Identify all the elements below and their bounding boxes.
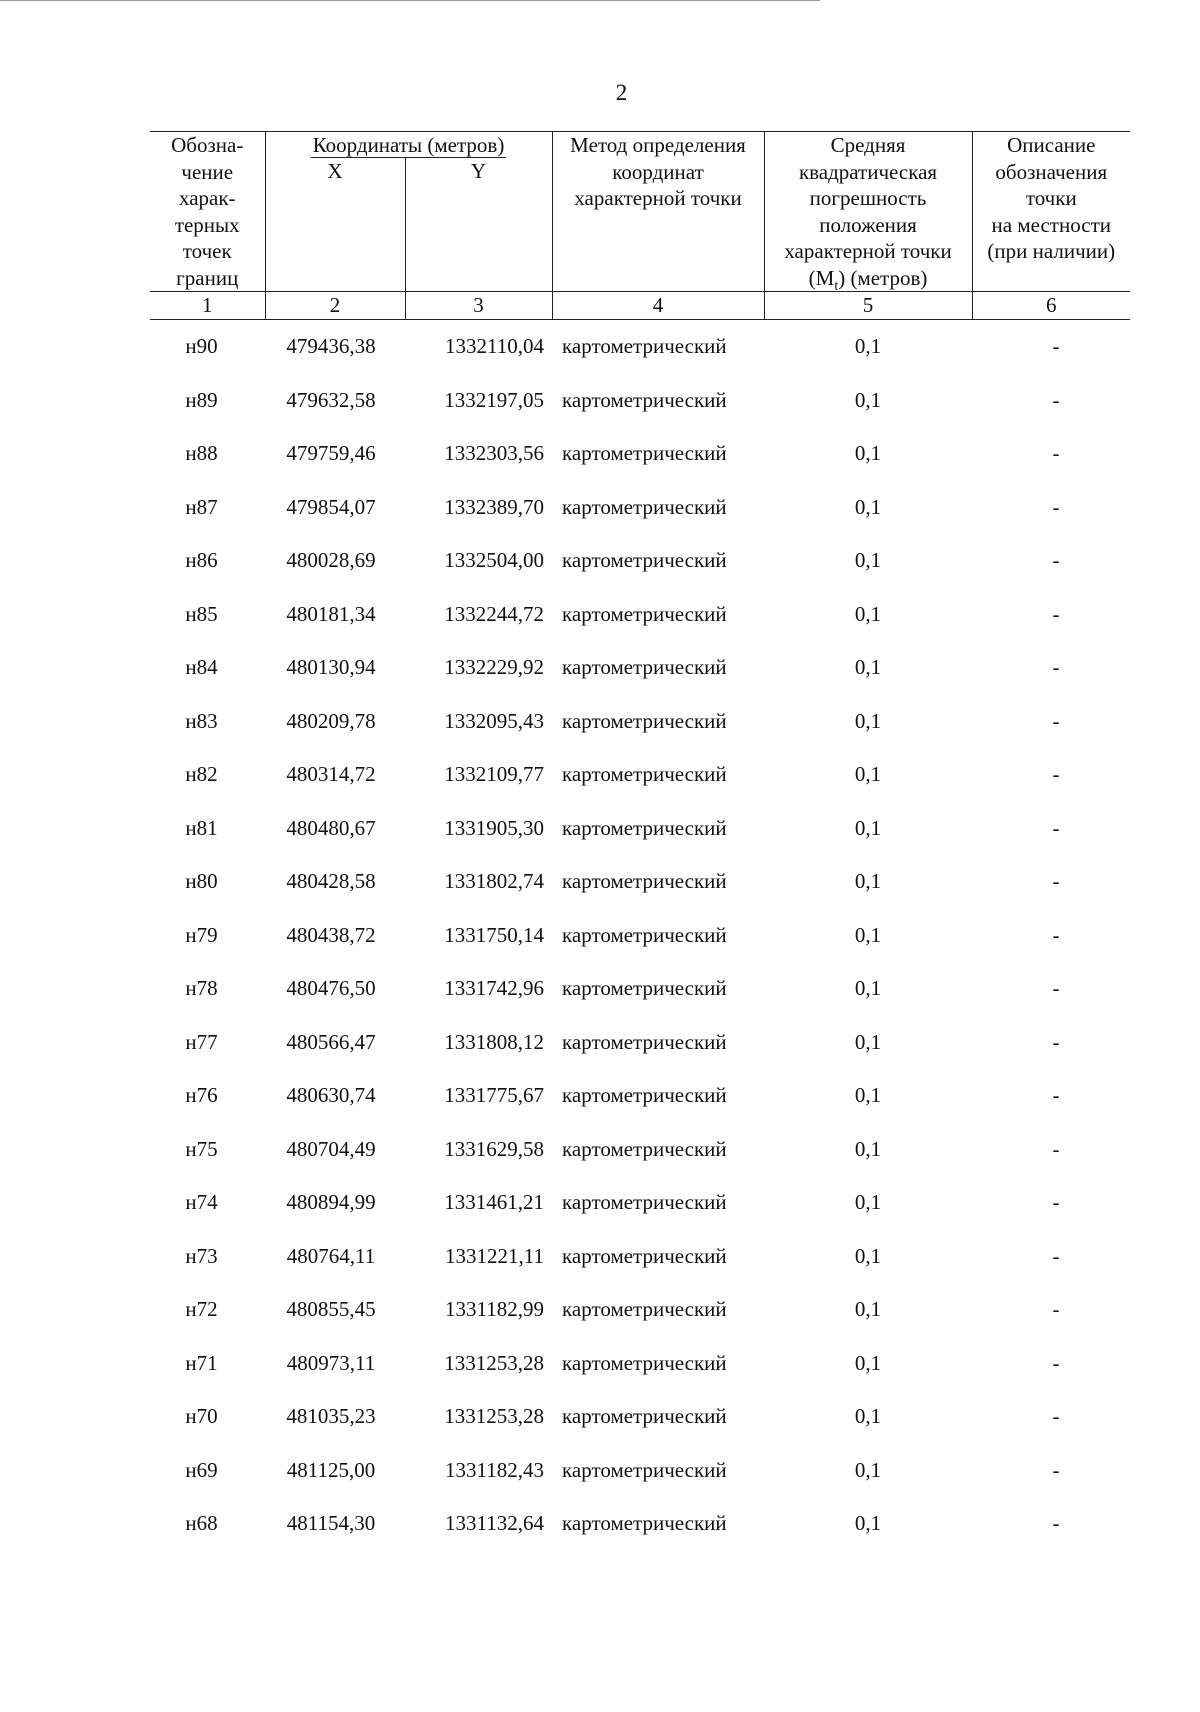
- method-cell: картометрический: [562, 387, 727, 412]
- method-cell: картометрический: [562, 1243, 727, 1268]
- coord-x-cell: 480476,50: [286, 976, 376, 1001]
- point-id-cell: н79: [185, 922, 218, 947]
- header-line: Описание: [1007, 133, 1096, 157]
- method-cell: картометрический: [562, 334, 727, 359]
- coord-y-cell: 1332109,77: [444, 762, 545, 787]
- column-number-row: [150, 292, 1130, 320]
- mean-square-error-cell: 0,1: [854, 762, 882, 787]
- description-cell: -: [1052, 1243, 1060, 1268]
- header-line: обозначения: [995, 159, 1108, 184]
- table-row: [150, 802, 1130, 856]
- mean-square-error-cell: 0,1: [854, 1190, 882, 1215]
- coord-x-cell: 480438,72: [286, 922, 376, 947]
- method-cell: картометрический: [562, 1297, 727, 1322]
- coord-y-cell: 1331132,64: [445, 1511, 545, 1536]
- error-subscript: t: [834, 278, 839, 294]
- coord-y-cell: 1331905,30: [444, 815, 545, 840]
- description-cell: -: [1052, 655, 1060, 680]
- description-cell: -: [1052, 387, 1060, 412]
- coord-x-cell: 481035,23: [286, 1404, 376, 1429]
- header-description: [972, 132, 1130, 292]
- point-id-cell: н81: [185, 815, 218, 840]
- coord-y-cell: 1332244,72: [444, 601, 545, 626]
- coord-x-cell: 479632,58: [286, 387, 376, 412]
- coord-x-cell: 480764,11: [286, 1243, 376, 1268]
- coord-x-cell: 480130,94: [286, 655, 376, 680]
- scan-top-rule: [0, 0, 820, 1]
- mean-square-error-cell: 0,1: [854, 1404, 882, 1429]
- description-cell: -: [1052, 1404, 1060, 1429]
- table-row: [150, 1444, 1130, 1498]
- description-cell: -: [1052, 1511, 1060, 1536]
- description-cell: -: [1052, 815, 1060, 840]
- method-cell: картометрический: [562, 976, 727, 1001]
- header-line: координат: [612, 159, 704, 184]
- method-cell: картометрический: [562, 1029, 727, 1054]
- column-number: 2: [265, 292, 405, 320]
- table-row: [150, 1123, 1130, 1177]
- method-cell: картометрический: [562, 494, 727, 519]
- method-cell: картометрический: [562, 1136, 727, 1161]
- table-row: [150, 481, 1130, 535]
- coord-y-cell: 1331182,43: [445, 1457, 545, 1482]
- method-cell: картометрический: [562, 1511, 727, 1536]
- point-id-cell: н89: [185, 387, 218, 412]
- point-id-cell: н73: [185, 1243, 218, 1268]
- coord-x-cell: 480028,69: [286, 548, 376, 573]
- description-cell: -: [1052, 976, 1060, 1001]
- method-cell: картометрический: [562, 869, 727, 894]
- method-cell: картометрический: [562, 655, 727, 680]
- coord-y-cell: 1331629,58: [444, 1136, 545, 1161]
- point-id-cell: н83: [185, 708, 218, 733]
- description-cell: -: [1052, 1350, 1060, 1375]
- table-row: [150, 855, 1130, 909]
- mean-square-error-cell: 0,1: [854, 1297, 882, 1322]
- point-id-cell: н72: [185, 1297, 218, 1322]
- table-row: [150, 588, 1130, 642]
- method-cell: картометрический: [562, 1457, 727, 1482]
- coord-x-cell: 480181,34: [286, 601, 376, 626]
- header-line: чение: [181, 159, 234, 184]
- point-id-cell: н71: [185, 1350, 218, 1375]
- point-id-cell: н69: [185, 1457, 218, 1482]
- table-row: [150, 1390, 1130, 1444]
- mean-square-error-cell: 0,1: [854, 387, 882, 412]
- point-id-cell: н70: [185, 1404, 218, 1429]
- description-cell: -: [1052, 922, 1060, 947]
- mean-square-error-cell: 0,1: [854, 1350, 882, 1375]
- table-row: [150, 695, 1130, 749]
- table-row: [150, 534, 1130, 588]
- mean-square-error-cell: 0,1: [854, 815, 882, 840]
- coord-y-cell: 1331808,12: [444, 1029, 545, 1054]
- mean-square-error-cell: 0,1: [854, 976, 882, 1001]
- coord-x-cell: 480566,47: [286, 1029, 376, 1054]
- coordinates-table: [150, 131, 1130, 1551]
- method-cell: картометрический: [562, 1190, 727, 1215]
- header-line: Средняя: [830, 133, 906, 157]
- page-number: 2: [615, 80, 628, 105]
- point-id-cell: н68: [185, 1511, 218, 1536]
- header-mean-square-error: [764, 132, 972, 292]
- table-row: [150, 1176, 1130, 1230]
- description-cell: -: [1052, 708, 1060, 733]
- table-row: [150, 1016, 1130, 1070]
- coord-x-cell: 480209,78: [286, 708, 376, 733]
- point-id-cell: н88: [185, 441, 218, 466]
- coord-y-cell: 1331750,14: [444, 922, 545, 947]
- header-point-designation: [150, 132, 265, 292]
- description-cell: -: [1052, 869, 1060, 894]
- method-cell: картометрический: [562, 1083, 727, 1108]
- point-id-cell: н76: [185, 1083, 218, 1108]
- mean-square-error-cell: 0,1: [854, 655, 882, 680]
- coord-y-cell: 1331742,96: [444, 976, 545, 1001]
- description-cell: -: [1052, 441, 1060, 466]
- header-line: Обозна-: [171, 133, 244, 157]
- table-row: [150, 1230, 1130, 1284]
- point-id-cell: н77: [185, 1029, 218, 1054]
- header-line: терных: [174, 212, 240, 237]
- coord-y-cell: 1331182,99: [445, 1297, 545, 1322]
- mean-square-error-cell: 0,1: [854, 869, 882, 894]
- description-cell: -: [1052, 1136, 1060, 1161]
- coord-x-cell: 481154,30: [286, 1511, 376, 1536]
- mean-square-error-cell: 0,1: [854, 922, 882, 947]
- point-id-cell: н78: [185, 976, 218, 1001]
- mean-square-error-cell: 0,1: [854, 334, 882, 359]
- point-id-cell: н90: [185, 334, 218, 359]
- header-line: границ: [176, 265, 239, 290]
- column-number: 1: [150, 292, 265, 320]
- coord-x-cell: 480630,74: [286, 1083, 376, 1108]
- table-row: [150, 320, 1130, 374]
- coord-x-cell: 479436,38: [286, 334, 376, 359]
- method-cell: картометрический: [562, 762, 727, 787]
- header-line: на местности: [991, 212, 1111, 237]
- coord-y-cell: 1331802,74: [444, 869, 545, 894]
- header-coordinates: [265, 132, 552, 159]
- header-line-formula: $(M_t)$ (метров): [808, 265, 928, 294]
- coord-x-cell: 480314,72: [286, 762, 376, 787]
- description-cell: -: [1052, 548, 1060, 573]
- method-cell: картометрический: [562, 1404, 727, 1429]
- point-id-cell: н86: [185, 548, 218, 573]
- header-coordinates-title: Координаты (метров): [312, 133, 505, 157]
- description-cell: -: [1052, 601, 1060, 626]
- point-id-cell: н84: [185, 655, 218, 680]
- description-cell: -: [1052, 1457, 1060, 1482]
- coord-y-cell: 1331253,28: [444, 1404, 545, 1429]
- method-cell: картометрический: [562, 815, 727, 840]
- method-cell: картометрический: [562, 922, 727, 947]
- coord-y-cell: 1331461,21: [444, 1190, 545, 1215]
- header-line: характерной точки: [574, 186, 742, 210]
- coord-x-cell: 480480,67: [286, 815, 376, 840]
- table-row: [150, 374, 1130, 428]
- coord-x-cell: 479854,07: [286, 494, 376, 519]
- column-number: 5: [764, 292, 972, 320]
- header-method: [552, 132, 764, 292]
- mean-square-error-cell: 0,1: [854, 1457, 882, 1482]
- table-row: [150, 1337, 1130, 1391]
- mean-square-error-cell: 0,1: [854, 1511, 882, 1536]
- point-id-cell: н75: [185, 1136, 218, 1161]
- header-line: Метод определения: [570, 133, 746, 157]
- method-cell: картометрический: [562, 548, 727, 573]
- header-x: X: [265, 158, 405, 292]
- point-id-cell: н80: [185, 869, 218, 894]
- coord-y-cell: 1332229,92: [444, 655, 545, 680]
- point-id-cell: н85: [185, 601, 218, 626]
- coord-x-cell: 479759,46: [286, 441, 376, 466]
- header-line: харак-: [178, 186, 236, 210]
- column-number: 6: [972, 292, 1130, 320]
- description-cell: -: [1052, 762, 1060, 787]
- header-line: квадратическая: [798, 159, 938, 184]
- coord-y-cell: 1332095,43: [444, 708, 545, 733]
- coord-x-cell: 480973,11: [286, 1350, 376, 1375]
- mean-square-error-cell: 0,1: [854, 708, 882, 733]
- coord-x-cell: 481125,00: [286, 1457, 376, 1482]
- table-body: [150, 320, 1130, 1551]
- method-cell: картометрический: [562, 708, 727, 733]
- header-line: положения: [819, 212, 917, 237]
- error-symbol: M: [815, 265, 835, 290]
- method-cell: картометрический: [562, 1350, 727, 1375]
- table-row: [150, 1069, 1130, 1123]
- table-row: [150, 909, 1130, 963]
- mean-square-error-cell: 0,1: [854, 494, 882, 519]
- mean-square-error-cell: 0,1: [854, 441, 882, 466]
- table-row: [150, 962, 1130, 1016]
- table-row: [150, 641, 1130, 695]
- table-row: [150, 427, 1130, 481]
- coord-x-cell: 480855,45: [286, 1297, 376, 1322]
- mean-square-error-cell: 0,1: [854, 601, 882, 626]
- coord-x-cell: 480428,58: [286, 869, 376, 894]
- point-id-cell: н74: [185, 1190, 218, 1215]
- coord-y-cell: 1331221,11: [445, 1243, 545, 1268]
- table-row: [150, 1497, 1130, 1551]
- table-row: [150, 748, 1130, 802]
- table-row: [150, 1283, 1130, 1337]
- column-number: 4: [552, 292, 764, 320]
- header-y: Y: [405, 158, 552, 292]
- point-id-cell: н82: [185, 762, 218, 787]
- description-cell: -: [1052, 1083, 1060, 1108]
- coord-y-cell: 1332110,04: [445, 334, 545, 359]
- header-line: точки: [1025, 186, 1077, 210]
- header-row: [150, 132, 1130, 159]
- description-cell: -: [1052, 1297, 1060, 1322]
- coord-x-cell: 480894,99: [286, 1190, 376, 1215]
- method-cell: картометрический: [562, 441, 727, 466]
- error-unit: (метров): [850, 265, 928, 290]
- description-cell: -: [1052, 334, 1060, 359]
- header-line: точек: [182, 239, 232, 263]
- header-line: характерной точки: [784, 239, 952, 263]
- description-cell: -: [1052, 494, 1060, 519]
- column-number: 3: [405, 292, 552, 320]
- description-cell: -: [1052, 1190, 1060, 1215]
- mean-square-error-cell: 0,1: [854, 1136, 882, 1161]
- coord-y-cell: 1332504,00: [444, 548, 545, 573]
- method-cell: картометрический: [562, 601, 727, 626]
- mean-square-error-cell: 0,1: [854, 548, 882, 573]
- mean-square-error-cell: 0,1: [854, 1243, 882, 1268]
- description-cell: -: [1052, 1029, 1060, 1054]
- coord-y-cell: 1331775,67: [444, 1083, 545, 1108]
- mean-square-error-cell: 0,1: [854, 1083, 882, 1108]
- coord-y-cell: 1332303,56: [444, 441, 545, 466]
- coord-y-cell: 1331253,28: [444, 1350, 545, 1375]
- coord-y-cell: 1332197,05: [444, 387, 545, 412]
- header-line: (при наличии): [987, 239, 1116, 263]
- coord-x-cell: 480704,49: [286, 1136, 376, 1161]
- mean-square-error-cell: 0,1: [854, 1029, 882, 1054]
- point-id-cell: н87: [185, 494, 218, 519]
- coord-y-cell: 1332389,70: [444, 494, 545, 519]
- header-line: погрешность: [809, 186, 927, 210]
